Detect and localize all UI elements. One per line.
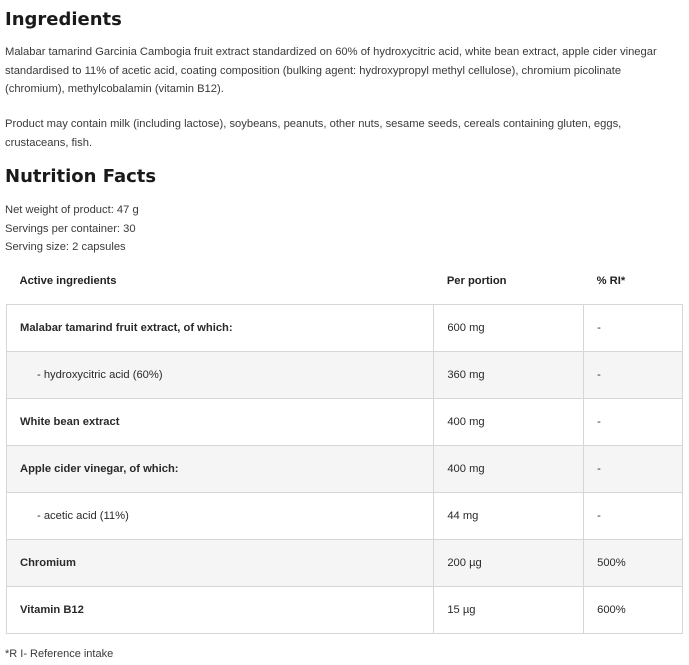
allergen-notice: Product may contain milk (including lactose), soybeans, peanuts, other nuts, sesame seeds, cereals containing gluten, eggs, crustaceans, fish. bbox=[5, 118, 622, 149]
table-header-row bbox=[7, 257, 683, 305]
ingredient-ri: - bbox=[584, 305, 683, 352]
table-row bbox=[7, 493, 683, 540]
product-meta bbox=[5, 201, 139, 257]
ingredient-name: - acetic acid (11%) bbox=[7, 493, 434, 540]
table-row bbox=[7, 305, 683, 352]
ingredient-ri: - bbox=[584, 399, 683, 446]
ingredient-name: White bean extract bbox=[7, 399, 434, 446]
ingredient-name: Vitamin B12 bbox=[7, 587, 434, 634]
ingredients-composition: Malabar tamarind Garcinia Cambogia fruit extract standardized on 60% of hydroxycitric acid, white bean extract, apple cider vinegar standardised to 11% of acetic acid, coating composition (bulking agent: hydroxypropyl methyl cellulose), chromium picolinate (chromium), methylcobalamin (vitamin B12). bbox=[5, 46, 657, 95]
ingredient-amount: 360 mg bbox=[434, 352, 584, 399]
nutrition-facts-heading: Nutrition Facts bbox=[5, 166, 157, 187]
ingredient-ri: 600% bbox=[584, 587, 683, 634]
serving-size: Serving size: 2 capsules bbox=[5, 241, 126, 253]
ingredient-amount: 44 mg bbox=[434, 493, 584, 540]
servings-per-container: Servings per container: 30 bbox=[5, 222, 136, 235]
ingredient-ri: - bbox=[584, 352, 683, 399]
table-row bbox=[7, 399, 683, 446]
ingredient-name: Chromium bbox=[7, 540, 434, 587]
table-row bbox=[7, 540, 683, 587]
ingredient-ri: - bbox=[584, 493, 683, 540]
header-per-portion: Per portion bbox=[434, 257, 584, 305]
ingredient-amount: 600 mg bbox=[434, 305, 584, 352]
ingredient-amount: 400 mg bbox=[434, 446, 584, 493]
header-ri: % RI* bbox=[584, 257, 683, 305]
ingredient-ri: - bbox=[584, 446, 683, 493]
ingredient-amount: 15 µg bbox=[434, 587, 584, 634]
ingredient-amount: 400 mg bbox=[434, 399, 584, 446]
ingredients-heading: Ingredients bbox=[5, 9, 122, 30]
ingredient-ri: 500% bbox=[584, 540, 683, 587]
table-row bbox=[7, 446, 683, 493]
header-active-ingredients: Active ingredients bbox=[7, 257, 434, 305]
ingredient-name: Apple cider vinegar, of which: bbox=[7, 446, 434, 493]
ingredient-amount: 200 µg bbox=[434, 540, 584, 587]
nutrition-table bbox=[6, 257, 683, 634]
table-row bbox=[7, 352, 683, 399]
ingredient-name: Malabar tamarind fruit extract, of which: bbox=[7, 305, 434, 352]
ingredient-name: - hydroxycitric acid (60%) bbox=[7, 352, 434, 399]
table-row bbox=[7, 587, 683, 634]
reference-intake-footnote: *R I- Reference intake bbox=[5, 648, 114, 660]
net-weight: Net weight of product: 47 g bbox=[5, 204, 139, 216]
